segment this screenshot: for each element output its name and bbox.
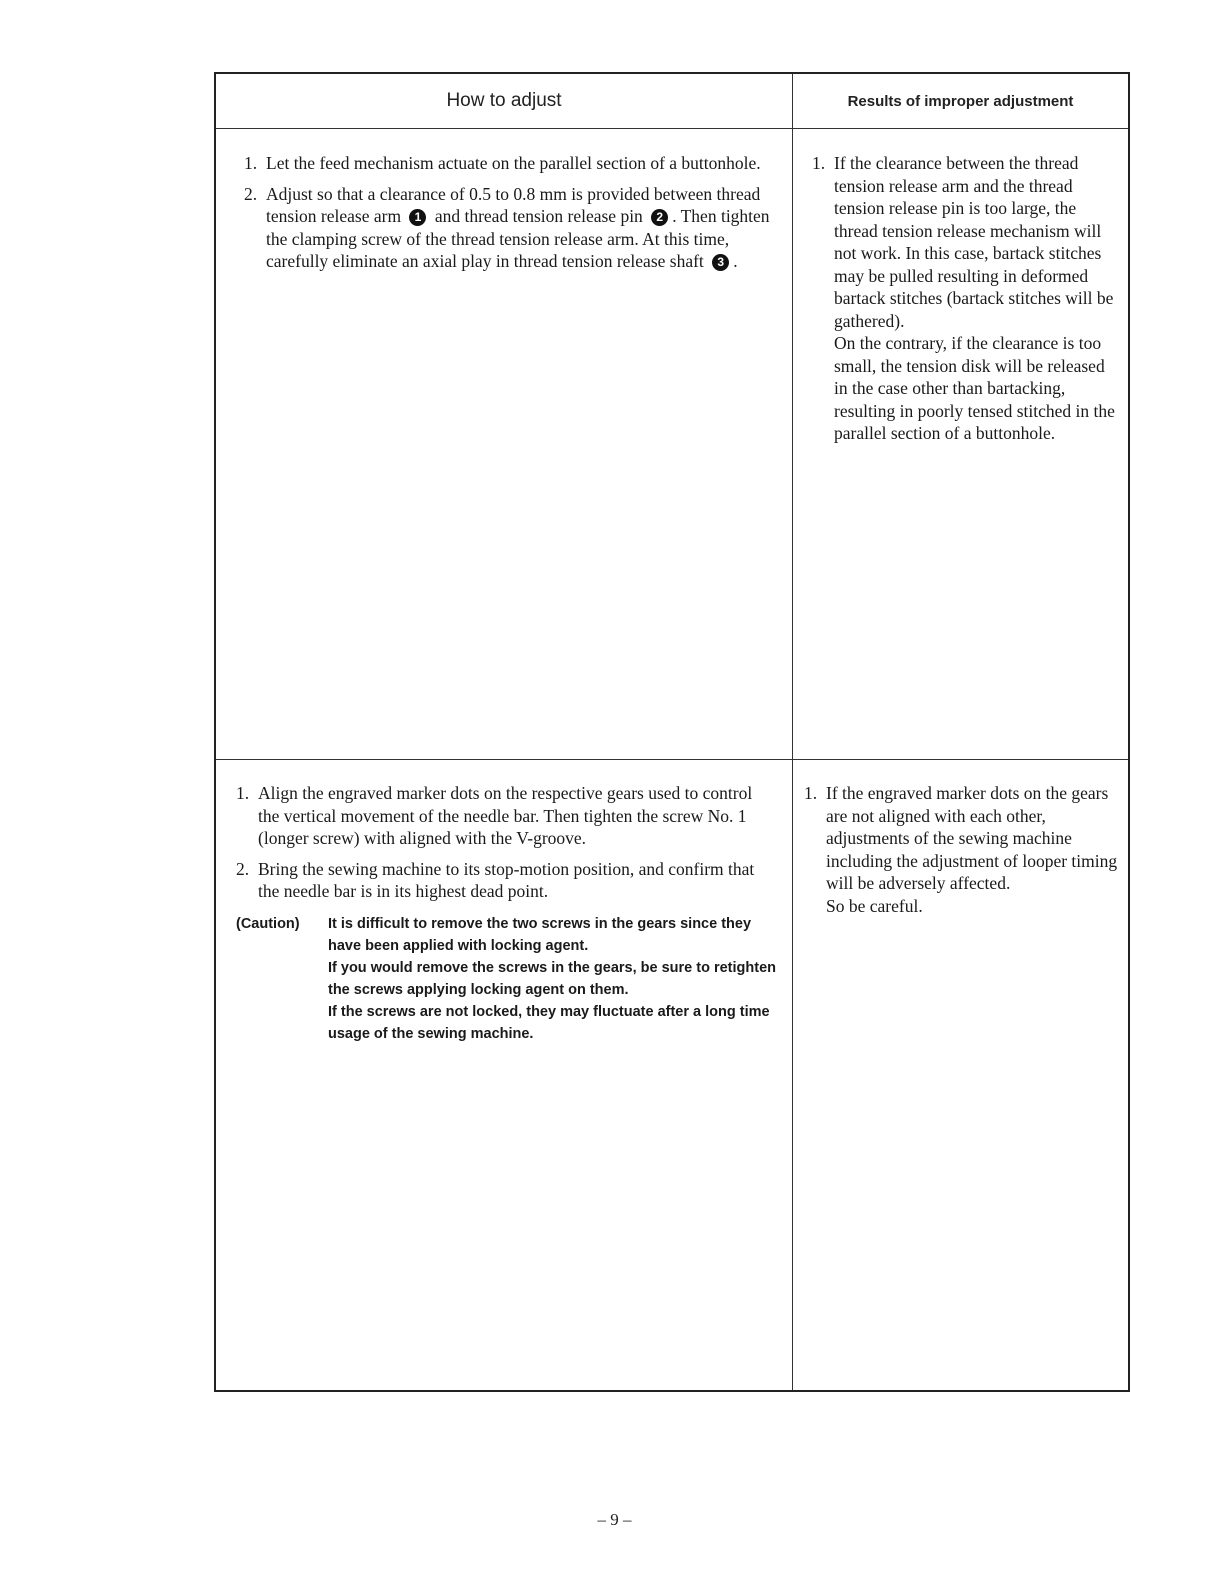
header-divider <box>216 128 1128 129</box>
item-text: Let the feed mechanism actuate on the parallel section of a buttonhole. <box>266 153 761 173</box>
caution-line: If the screws are not locked, they may fluctuate after a long time usage of the sewing machine. <box>328 1003 770 1042</box>
item-text <box>266 183 776 273</box>
caution-line: It is difficult to remove the two screws in the gears since they have been applied with locking agent. <box>328 915 752 954</box>
page-number: – 9 – <box>597 1510 632 1529</box>
caution-note <box>236 913 776 1045</box>
item-number: 1. <box>812 153 826 173</box>
item-text <box>834 152 1122 445</box>
caution-line: If you would remove the screws in the gears, be sure to retighten the screws applying locking agent on them. <box>328 959 776 998</box>
item-text: Align the engraved marker dots on the respective gears used to control the vertical movement of the needle bar. Then tighten the screw No. 1 (longer screw) with aligned with the V-groove. <box>258 783 753 848</box>
item-text-part: and thread tension release pin <box>434 206 643 226</box>
item-text: Bring the sewing machine to its stop-motion position, and confirm that the needle bar is in its highest dead point. <box>258 858 755 901</box>
row-divider <box>216 759 1128 760</box>
section1-how-to-adjust <box>244 152 776 281</box>
item-text-part: If the clearance between the thread tension release arm and the thread tension release pin is too large, the thread tension release mechanism will not work. In this case, bartack stitches may be pulled resulting in deformed bartack stitches (bartack stitches will be gathered). <box>834 153 1114 331</box>
item-text-part: . <box>733 251 738 271</box>
item-number: 1. <box>804 783 818 803</box>
item-number: 2. <box>236 858 250 879</box>
section2-how-to-adjust <box>236 782 776 1045</box>
list-item <box>804 782 1122 917</box>
list-item <box>236 858 776 903</box>
item-text-part: Adjust so that a clearance of 0.5 to 0.8 mm is provided between thread tension release arm <box>266 183 761 226</box>
item-text-part: So be careful. <box>826 895 923 916</box>
list-item <box>244 183 776 273</box>
adjustment-table <box>214 72 1130 1392</box>
marker-1-icon: 1 <box>409 209 426 226</box>
item-number: 1. <box>244 153 258 173</box>
item-number: 1. <box>236 783 250 803</box>
section2-results <box>804 782 1122 925</box>
item-text-part: If the engraved marker dots on the gears are not aligned with each other, adjustments of the sewing machine including the adjustment of looper timing will be adversely affected. <box>826 783 1118 893</box>
list-item <box>244 152 776 175</box>
column-divider <box>792 74 793 1390</box>
header-results: Results of improper adjustment <box>847 92 1074 110</box>
header-how-to-adjust: How to adjust <box>446 90 562 111</box>
section1-results <box>812 152 1122 453</box>
item-text-part: On the contrary, if the clearance is too small, the tension disk will be released in the case other than bartacking, resulting in poorly tensed stitched in the parallel section of a buttonhole. <box>834 333 1115 443</box>
list-item <box>812 152 1122 445</box>
item-text-part: . Then tighten the clamping screw of the thread tension release arm. At this time, carefully eliminate an axial play in thread tension release shaft <box>266 206 770 271</box>
item-number: 2. <box>244 183 258 204</box>
item-text <box>826 782 1122 917</box>
marker-2-icon: 2 <box>651 209 668 226</box>
list-item <box>236 782 776 850</box>
caution-label: (Caution) <box>236 915 300 932</box>
caution-body <box>328 913 776 1045</box>
marker-3-icon: 3 <box>712 254 729 271</box>
